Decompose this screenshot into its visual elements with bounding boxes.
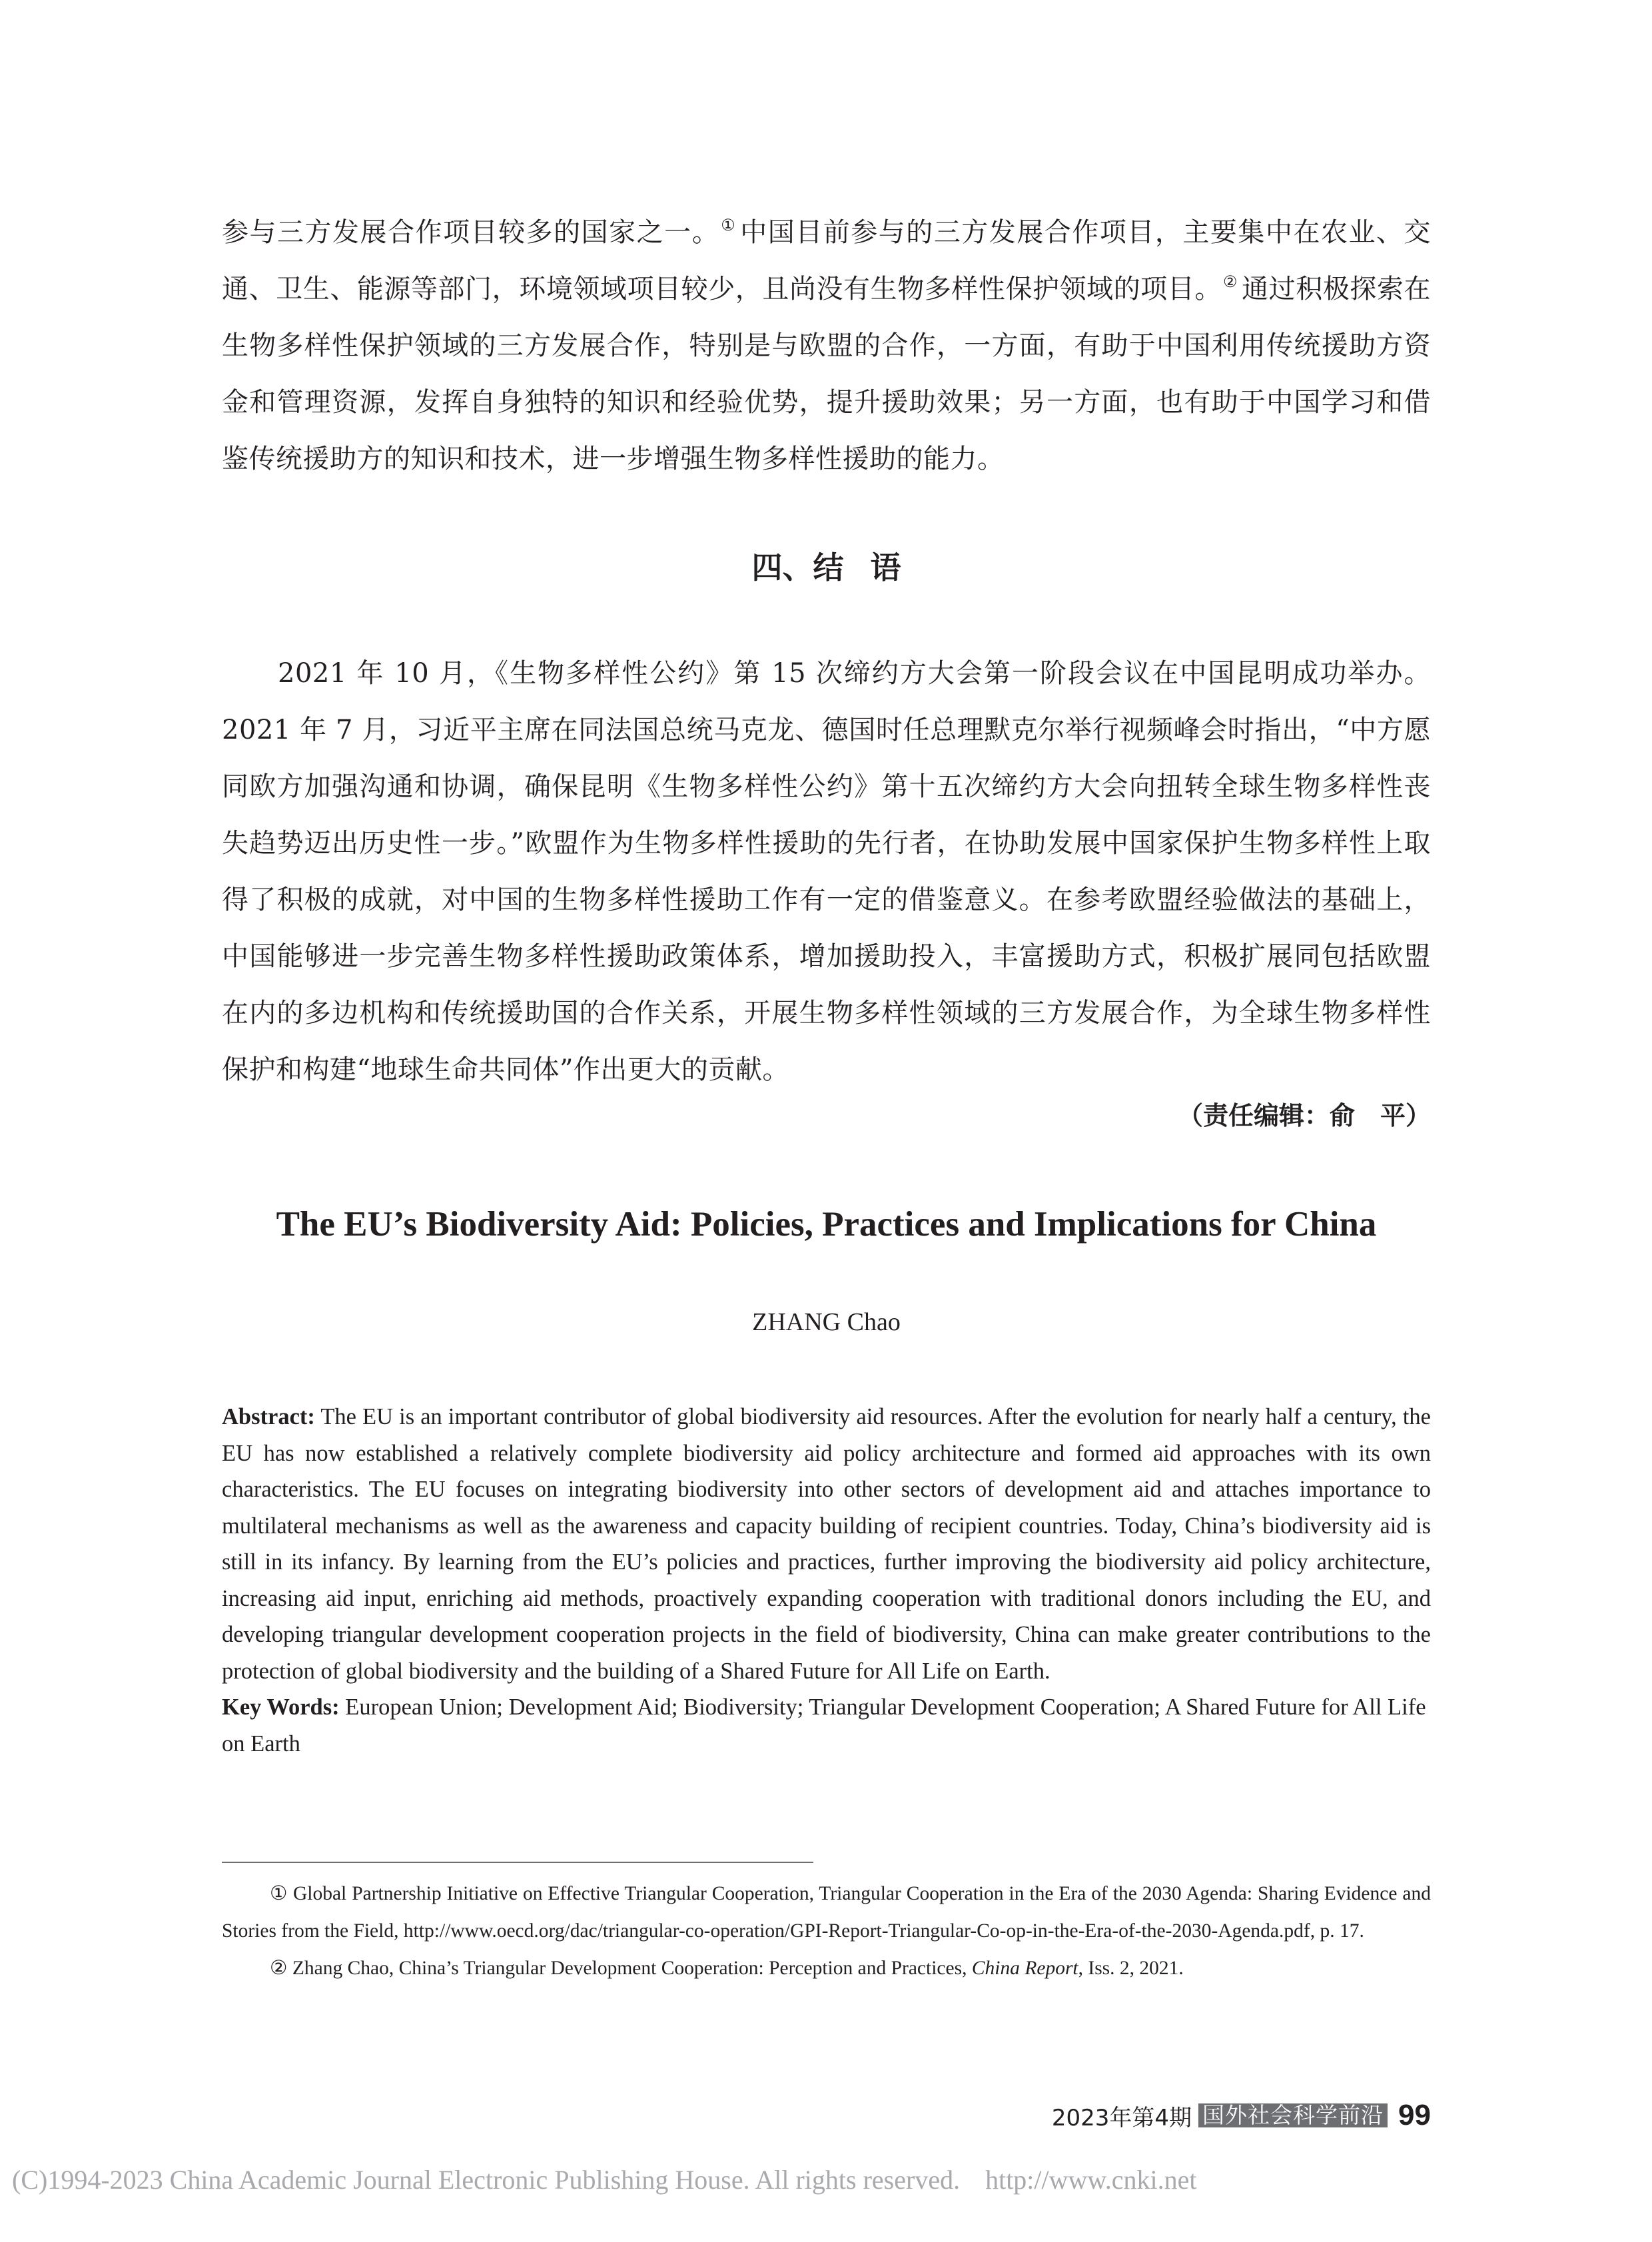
footnote-text: Zhang Chao, China’s Triangular Development Cooperation: Perception and Practices, — [292, 1958, 967, 1979]
conclusion-text: 2021 年 10 月，《生物多样性公约》第 15 次缔约方大会第一阶段会议在中国昆明成功举办。2021 年 7 月，习近平主席在同法国总统马克龙、德国时任总理默克尔举行视频峰会时指出，“中方愿同欧方加强沟通和协调，确保昆明《生物多样性公约》第十五次缔约方大会向扭转全球生物多样性丧失趋势迈出历史性一步。”欧盟作为生物多样性援助的先行者，在协助发展中国家保护生物多样性上取得了积极的成就，对中国的生物多样性援助工作有一定的借鉴意义。在参考欧盟经验做法的基础上，中国能够进一步完善生物多样性援助政策体系，增加援助投入，丰富援助方式，积极扩展同包括欧盟在内的多边机构和传统援助国的合作关系，开展生物多样性领域的三方发展合作，为全球生物多样性保护和构建“地球生命共同体”作出更大的贡献。 — [222, 658, 1431, 1085]
copyright-notice: (C)1994-2023 China Academic Journal Electronic Publishing House. All rights reserved. — [12, 2165, 961, 2195]
footnote-reference-1[interactable]: ① — [721, 216, 737, 234]
section-heading-start: 四、结 — [751, 550, 844, 585]
english-abstract — [222, 1399, 1431, 1762]
footnote-url-link[interactable]: http://www.oecd.org/dac/triangular-co-operation/GPI-Report-Triangular-Co-op-in-the-Era-of-the-2030-Agenda.pdf — [403, 1920, 1310, 1942]
author-name: ZHANG Chao — [752, 1308, 901, 1336]
footnotes — [222, 1875, 1431, 1987]
paragraph-text: 通过积极探索在生物多样性保护领域的三方发展合作，特别是与欧盟的合作，一方面，有助于中国利用传统援助方资金和管理资源，发挥自身独特的知识和经验优势，提升援助效果；另一方面，也有助于中国学习和借鉴传统援助方的知识和技术，进一步增强生物多样性援助的能力。 — [222, 274, 1432, 474]
abstract-text: The EU is an important contributor of global biodiversity aid resources. After the evolution for nearly half a century, the EU has now established a relatively complete biodiversity aid policy architecture and formed aid approaches with its own characteristics. The EU focuses on integrating biodiversity into other sectors of development aid and attaches importance to multilateral mechanisms as well as the awareness and capacity building of recipient countries. Today, China’s biodiversity aid is still in its infancy. By learning from the EU’s policies and practices, further improving the biodiversity aid policy architecture, increasing aid input, enriching aid methods, proactively expanding cooperation with traditional donors including the EU, and developing triangular development cooperation projects in the field of biodiversity, China can make greater contributions to the protection of global biodiversity and the building of a Shared Future for All Life on Earth. — [222, 1404, 1431, 1684]
cnki-link[interactable]: http://www.cnki.net — [985, 2165, 1197, 2195]
footnote-journal: China Report — [971, 1958, 1078, 1979]
footnote-marker: ② — [270, 1958, 288, 1979]
keywords-text: European Union; Development Aid; Biodiversity; Triangular Development Cooperation; A Shared Future for All Life on Earth — [222, 1694, 1426, 1756]
footnote-text: , Iss. 2, 2021. — [1078, 1958, 1184, 1979]
footnote-text: , p. 17. — [1310, 1920, 1364, 1942]
keywords-label: Key Words: — [222, 1694, 340, 1720]
journal-name-badge: 国外社会科学前沿 — [1198, 2103, 1388, 2127]
issue-label: 2023年第4期 — [1051, 2104, 1192, 2131]
footnote-marker: ① — [270, 1883, 288, 1904]
footnote-text: Global Partnership Initiative on Effective Triangular Cooperation, Triangular Cooperation in the Era of the 2030 Agenda: Sharing Evidence and Stories from the Field, — [222, 1883, 1431, 1942]
section-heading — [222, 548, 1431, 587]
footnote-1 — [222, 1875, 1431, 1950]
page-number: 99 — [1398, 2099, 1431, 2131]
paragraph-text: 参与三方发展合作项目较多的国家之一。 — [222, 217, 720, 248]
english-title: The EU’s Biodiversity Aid: Policies, Practices and Implications for China — [276, 1205, 1377, 1244]
editor-note: （责任编辑：俞 平） — [1177, 1101, 1431, 1130]
abstract-label: Abstract: — [222, 1404, 315, 1429]
footnote-separator — [222, 1862, 813, 1863]
paragraph-continuation — [222, 204, 1431, 488]
section-heading-end: 语 — [870, 550, 901, 585]
paragraph-text: 中国目前参与的三方发展合作项目，主要集中在农业、交通、卫生、能源等部门，环境领域项目较少，且尚没有生物多样性保护领域的项目。 — [222, 217, 1432, 304]
copyright-watermark — [12, 2163, 1196, 2197]
footnote-reference-2[interactable]: ② — [1223, 272, 1238, 291]
conclusion-paragraph — [222, 645, 1431, 1098]
footnote-2 — [222, 1950, 1431, 1987]
page-folio — [1052, 2099, 1431, 2131]
